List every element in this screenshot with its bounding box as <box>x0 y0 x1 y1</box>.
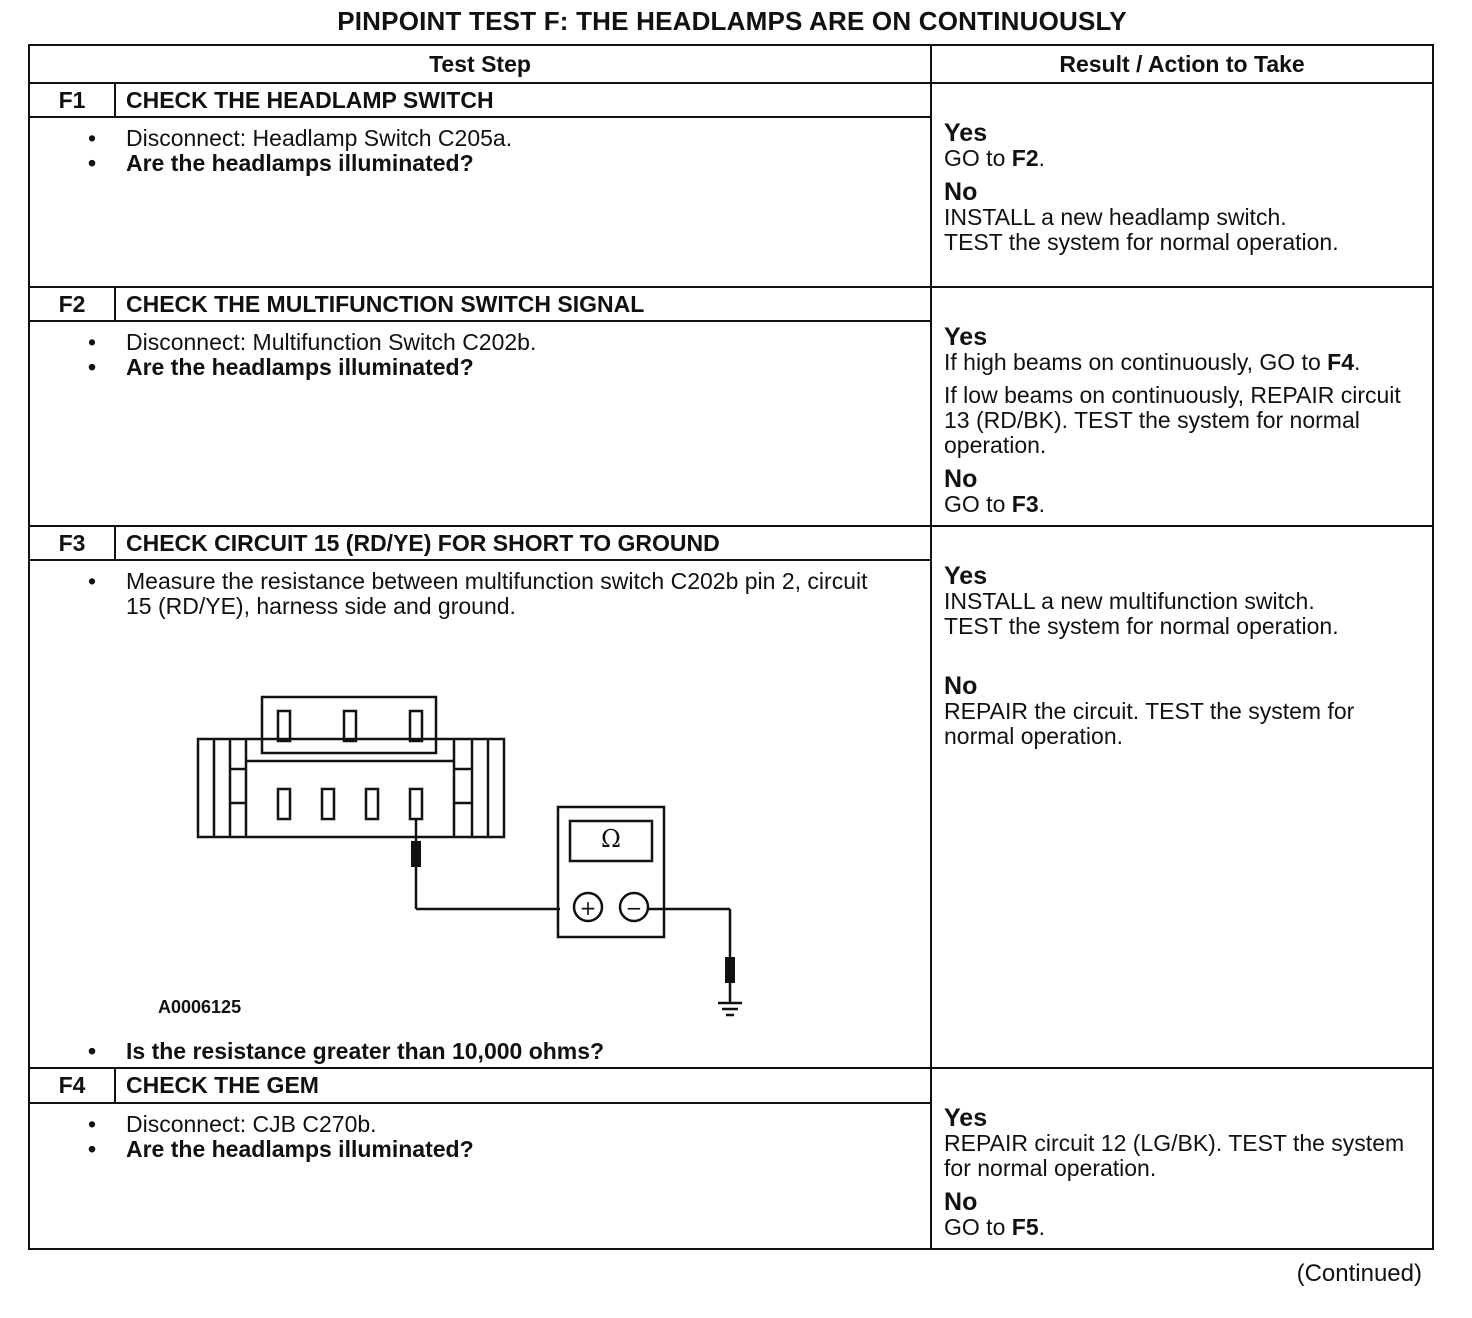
bullet-question: • Is the resistance greater than 10,000 ohms? <box>126 1039 930 1064</box>
step-ref: F3 <box>1011 491 1039 517</box>
step-row-f2 <box>29 287 1433 321</box>
result-yes <box>944 1105 1420 1181</box>
step-row-f3 <box>29 526 1433 560</box>
bullet-question: • Are the headlamps illuminated? <box>126 151 930 176</box>
step-title: CHECK THE HEADLAMP SWITCH <box>115 83 931 117</box>
step-id: F3 <box>29 526 115 560</box>
bullet-question: • Are the headlamps illuminated? <box>126 355 930 380</box>
result-head: Yes <box>944 1104 988 1132</box>
step-row-f1 <box>29 83 1433 117</box>
result-yes <box>944 324 1420 458</box>
plus-terminal: + <box>579 896 597 920</box>
result-no <box>944 466 1420 517</box>
continued-note: (Continued) <box>1296 1260 1422 1287</box>
probe-positive <box>411 841 421 867</box>
minus-terminal: − <box>625 896 643 920</box>
step-row-f4 <box>29 1068 1433 1103</box>
bullet-item: • Disconnect: Headlamp Switch C205a. <box>126 126 930 151</box>
step-title: CHECK CIRCUIT 15 (RD/YE) FOR SHORT TO GROUND <box>115 526 931 560</box>
result-head: Yes <box>944 323 988 351</box>
bullet-item: • Disconnect: Multifunction Switch C202b. <box>126 330 930 355</box>
result-cell-f1 <box>931 83 1433 287</box>
step-title: CHECK THE GEM <box>115 1068 931 1103</box>
result-head: No <box>944 178 978 206</box>
result-head: Yes <box>944 119 988 147</box>
result-head: No <box>944 1188 978 1216</box>
result-no <box>944 1189 1420 1240</box>
step-bullets <box>30 1112 930 1162</box>
result-line: GO to F2. <box>944 145 1045 171</box>
result-no <box>944 673 1420 749</box>
result-line: TEST the system for normal operation. <box>944 229 1339 255</box>
result-cell-f2 <box>931 287 1433 526</box>
result-line: TEST the system for normal operation. <box>944 613 1339 639</box>
figure-code: A0006125 <box>158 997 242 1017</box>
page-title: PINPOINT TEST F: THE HEADLAMPS ARE ON CONTINUOUSLY <box>337 6 1127 36</box>
step-bullets <box>30 1039 930 1064</box>
result-yes <box>944 563 1420 639</box>
ohm-symbol: Ω <box>601 825 621 853</box>
result-no <box>944 179 1420 255</box>
bullet-question: • Are the headlamps illuminated? <box>126 1137 930 1162</box>
step-id: F4 <box>29 1068 115 1103</box>
bullet-item: • Disconnect: CJB C270b. <box>126 1112 930 1137</box>
step-bullets <box>30 569 930 619</box>
result-line: REPAIR the circuit. TEST the system for normal operation. <box>944 698 1355 749</box>
result-line: If low beams on continuously, REPAIR circuit 13 (RD/BK). TEST the system for normal operation. <box>944 382 1401 458</box>
step-body <box>29 117 931 287</box>
step-title: CHECK THE MULTIFUNCTION SWITCH SIGNAL <box>115 287 931 321</box>
header-result: Result / Action to Take <box>931 45 1433 83</box>
step-id: F1 <box>29 83 115 117</box>
result-line: REPAIR circuit 12 (LG/BK). TEST the system for normal operation. <box>944 1130 1405 1181</box>
result-line: GO to F5. <box>944 1214 1045 1240</box>
header-test-step: Test Step <box>29 45 931 83</box>
connector-meter-diagram <box>30 619 930 1039</box>
step-ref: F4 <box>1327 349 1354 375</box>
result-cell-f4 <box>931 1068 1433 1249</box>
wiring-illustration <box>30 619 850 1039</box>
step-id: F2 <box>29 287 115 321</box>
step-ref: F5 <box>1011 1214 1039 1240</box>
result-yes <box>944 120 1420 171</box>
result-head: No <box>944 465 978 493</box>
result-cell-f3 <box>931 526 1433 1068</box>
step-body <box>29 560 931 1068</box>
step-bullets <box>30 126 930 176</box>
step-body <box>29 1103 931 1249</box>
table-header-row <box>29 45 1433 83</box>
result-line: INSTALL a new multifunction switch. <box>944 588 1315 614</box>
step-bullets <box>30 330 930 380</box>
result-line: GO to F3. <box>944 491 1045 517</box>
result-head: No <box>944 672 978 700</box>
result-head: Yes <box>944 562 988 590</box>
result-line: INSTALL a new headlamp switch. <box>944 204 1287 230</box>
bullet-item: • Measure the resistance between multifunction switch C202b pin 2, circuit 15 (RD/YE), harness side and ground. <box>126 569 930 619</box>
pinpoint-test-table <box>28 44 1434 1250</box>
step-body <box>29 321 931 526</box>
result-line: If high beams on continuously, GO to F4. <box>944 349 1361 375</box>
step-ref: F2 <box>1011 145 1039 171</box>
probe-ground <box>725 957 735 983</box>
